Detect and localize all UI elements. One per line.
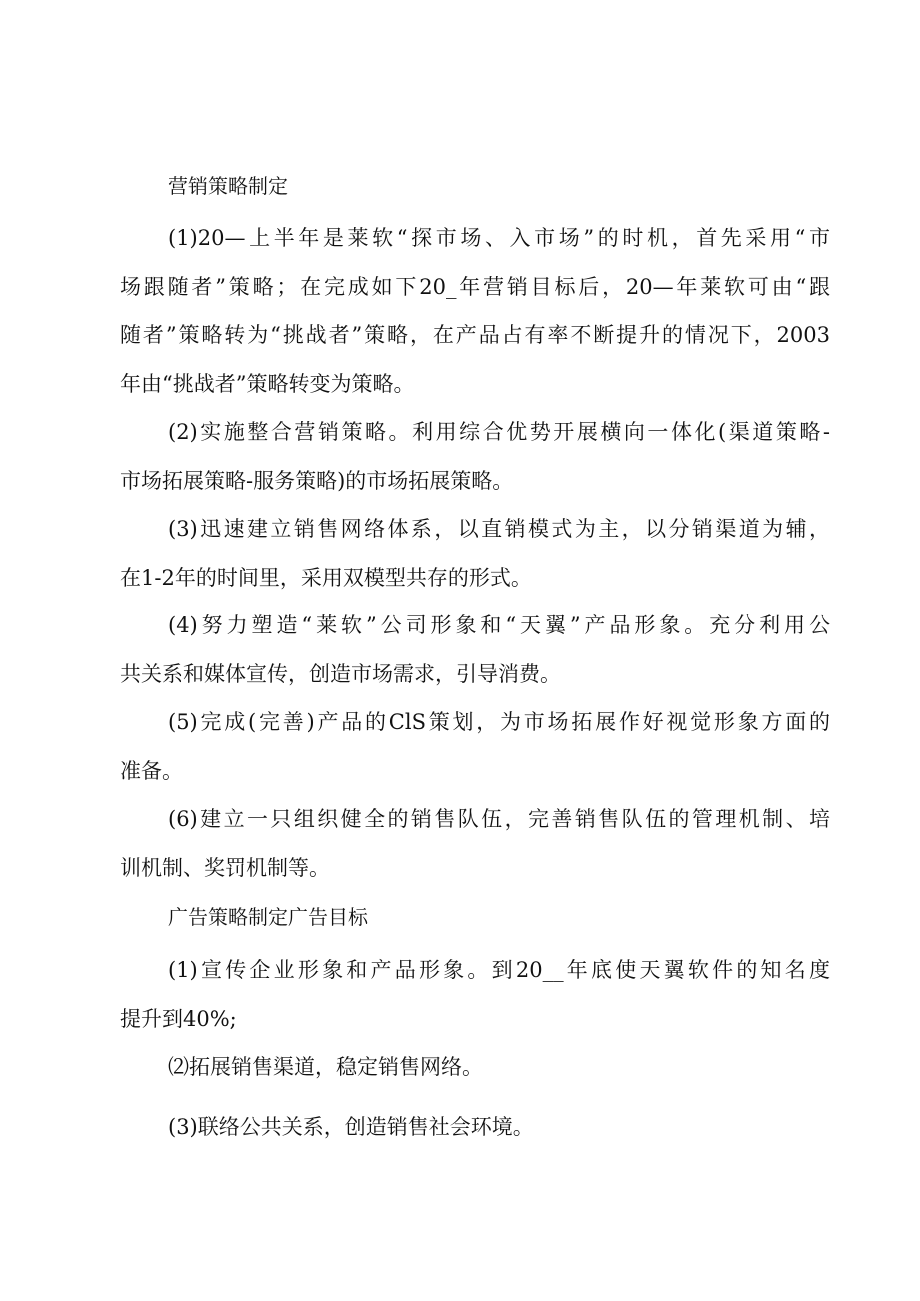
paragraph-marketing-6 [120, 795, 830, 892]
paragraph-line: (2)实施整合营销策略。利用综合优势开展横向一体化(渠道策略- [168, 420, 830, 444]
paragraph-marketing-1 [120, 214, 830, 408]
paragraph-marketing-3 [120, 505, 830, 602]
paragraph-line: 在1-2年的时间里，采用双模型共存的形式。 [120, 565, 532, 590]
paragraph-line: (4)努力塑造“莱软”公司形象和“天翼”产品形象。充分利用公 [168, 613, 830, 637]
paragraph-line: 共关系和媒体宣传，创造市场需求，引导消费。 [120, 661, 561, 686]
paragraph-line: (3)迅速建立销售网络体系，以直销模式为主，以分销渠道为辅， [168, 517, 830, 541]
paragraph-line: 年由“挑战者”策略转变为策略。 [120, 371, 415, 396]
paragraph-marketing-4 [120, 601, 830, 698]
paragraph-line: 训机制、奖罚机制等。 [120, 855, 330, 880]
paragraph-marketing-5 [120, 698, 830, 795]
paragraph-line: (3)联络公共关系，创造销售社会环境。 [168, 1115, 534, 1139]
paragraph-advertising-3 [120, 1103, 830, 1152]
section-heading-advertising-strategy: 广告策略制定广告目标 [168, 905, 368, 929]
paragraph-line: (5)完成(完善)产品的ClS策划，为市场拓展作好视觉形象方面的 [168, 710, 830, 734]
paragraph-line: (1)20—上半年是莱软“探市场、入市场”的时机，首先采用“市 [168, 226, 830, 250]
paragraph-line: 市场拓展策略-服务策略)的市场拓展策略。 [120, 468, 514, 493]
paragraph-line: 随者”策略转为“挑战者”策略，在产品占有率不断提升的情况下，2003 [120, 323, 830, 347]
paragraph-line: 提升到40%; [120, 1006, 237, 1031]
paragraph-advertising-1 [120, 946, 830, 1043]
paragraph-line: (1)宣传企业形象和产品形象。到20__年底使天翼软件的知名度 [168, 958, 830, 982]
section-heading-marketing-strategy: 营销策略制定 [168, 174, 288, 198]
paragraph-marketing-2 [120, 408, 830, 505]
paragraph-line: 场跟随者”策略；在完成如下20_年营销目标后，20—年莱软可由“跟 [120, 274, 830, 299]
paragraph-line: (6)建立一只组织健全的销售队伍，完善销售队伍的管理机制、培 [168, 807, 830, 831]
paragraph-line: ⑵拓展销售渠道，稳定销售网络。 [168, 1055, 483, 1079]
paragraph-advertising-2 [120, 1043, 830, 1092]
paragraph-line: 准备。 [120, 758, 183, 783]
